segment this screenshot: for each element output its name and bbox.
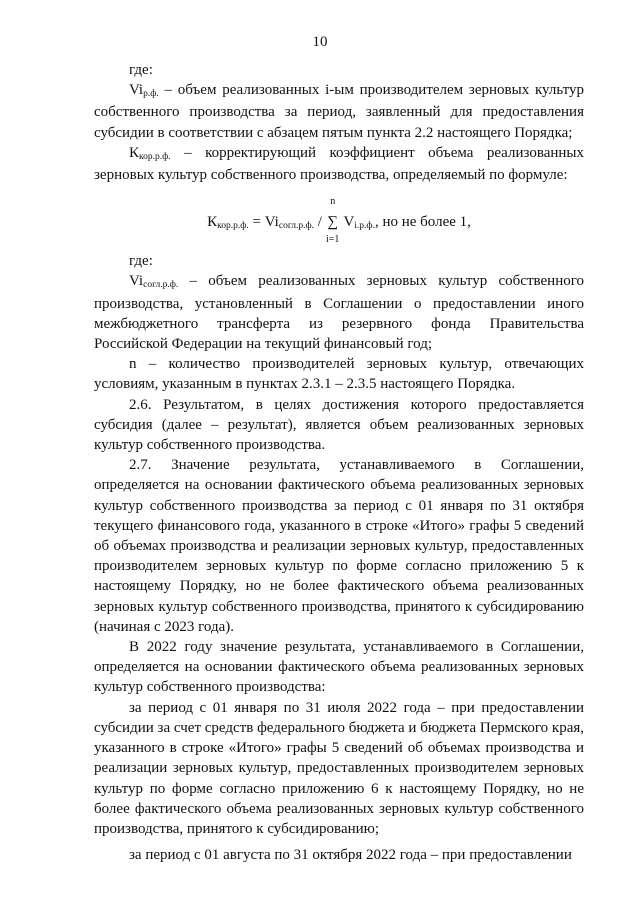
sum-lower-limit: i=1 xyxy=(325,234,340,246)
vi-agreement-definition-text: – объем реализованных зерновых культур собственного производства, установленный в Соглашении о предоставлении иного межбюджетного трансферта из резервного фонда Правительства Российской Федерации на текущий финансовый год; xyxy=(94,273,584,353)
paragraph-2-7: 2.7. Значение результата, устанавливаемого в Соглашении, определяется на основании фактического объема реализованных зерновых культур собственного производства за период с 01 января по 31 октября текущего финансового года, указанного в строке «Итого» графы 5 сведений об объемах производства и реализации зерновых культур, предоставленных производителем зерновых культур по форме согласно приложению 5 к настоящему Порядку, но не более фактического объема реализованных зерновых культур собственного производства, принятого к субсидированию (начиная с 2023 года). xyxy=(94,457,584,635)
var-k-subscript: кор.р.ф. xyxy=(139,151,171,162)
formula-lhs-subscript: кор.р.ф. xyxy=(217,221,249,232)
sum-symbol: ∑ xyxy=(327,214,339,231)
formula xyxy=(94,189,584,249)
var-vi-agreement-subscript: согл.р.ф. xyxy=(143,280,179,291)
var-vi-agreement: Vi xyxy=(129,273,144,290)
formula-v: V xyxy=(339,214,355,231)
paragraph-where-2: где: xyxy=(129,253,153,270)
paragraph-vi-agreement-definition xyxy=(94,271,584,354)
page-number: 10 xyxy=(312,34,328,50)
k-definition-text: – корректирующий коэффициент объема реализованных зерновых культур собственного производства, определяемый по формуле: xyxy=(94,144,584,184)
formula-vi: Vi xyxy=(264,214,279,231)
formula-divide: / xyxy=(314,214,326,231)
paragraph-vi-definition xyxy=(94,80,584,143)
paragraph-k-definition xyxy=(94,143,584,185)
paragraph-period-jan-jul: за период с 01 января по 31 июля 2022 года – при предоставлении субсидии за счет средств федерального бюджета и бюджета Пермского края, указанного в строке «Итого» графы 5 сведений об объемах производства и реализации зерновых культур, предоставленных производителем зерновых культур по форме согласно приложению 6 к настоящему Порядку, но не более фактического объема реализованных зерновых культур собственного производства, принятого к субсидированию; xyxy=(94,699,584,837)
vi-definition-text: – объем реализованных i-ым производителем зерновых культур собственного производства за период, заявленный для предоставления субсидии в соответствии с абзацем пятым пункта 2.2 настоящего Порядка; xyxy=(94,82,584,141)
document-body xyxy=(94,60,584,865)
var-vi-subscript: р.ф. xyxy=(143,89,159,100)
paragraph-2022-value: В 2022 году значение результата, устанавливаемого в Соглашении, определяется на основании фактического объема реализованных зерновых культур собственного производства: xyxy=(94,639,584,696)
formula-tail: , но не более 1, xyxy=(374,214,471,231)
paragraph-n-definition: n – количество производителей зерновых культур, отвечающих условиям, указанным в пунктах 2.3.1 – 2.3.5 настоящего Порядка. xyxy=(94,356,584,393)
var-k: К xyxy=(129,144,140,161)
formula-lhs: К xyxy=(207,214,218,231)
paragraph-where-1: где: xyxy=(129,62,153,78)
formula-vi-subscript: согл.р.ф. xyxy=(278,221,315,232)
var-vi: Vi xyxy=(129,82,144,99)
formula-equals: = xyxy=(248,214,265,231)
paragraph-period-aug-oct: за период с 01 августа по 31 октября 2022 года – при предоставлении xyxy=(129,847,572,864)
sum-upper-limit: n xyxy=(330,196,336,208)
paragraph-2-6: 2.6. Результатом, в целях достижения которого предоставляется субсидия (далее – результат), является объем реализованных зерновых культур собственного производства. xyxy=(94,396,584,454)
summation xyxy=(325,196,340,246)
formula-line xyxy=(94,196,584,246)
formula-v-subscript: i.р.ф. xyxy=(354,221,375,232)
